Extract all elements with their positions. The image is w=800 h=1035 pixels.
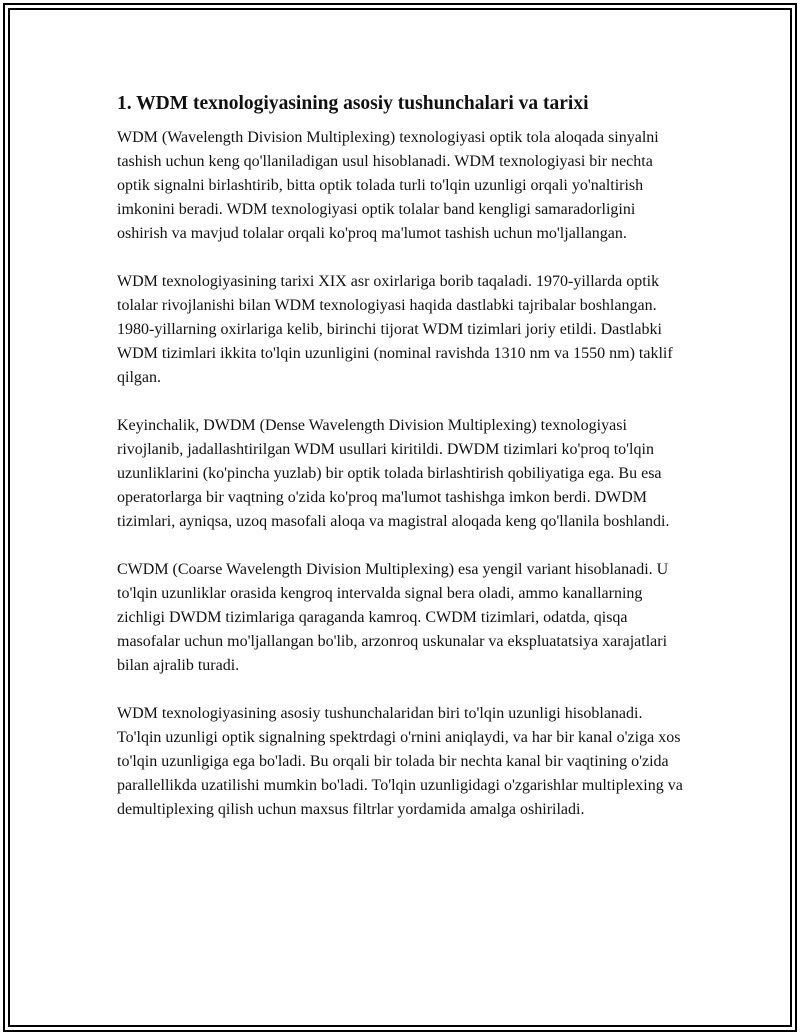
paragraph-2: WDM texnologiyasining tarixi XIX asr oxirlariga borib taqaladi. 1970-yillarda optik tolalar rivojlanishi bilan WDM texnologiyasi haqida dastlabki tajribalar boshlangan. 1980-yillarning oxirlariga kelib, birinchi tijorat WDM tizimlari joriy etildi. Dastlabki WDM tizimlari ikkita to'lqin uzunligini (nominal ravishda 1310 nm va 1550 nm) taklif qilgan. [117,273,673,386]
paragraph-4: CWDM (Coarse Wavelength Division Multiplexing) esa yengil variant hisoblanadi. U to'lqin uzunliklar orasida kengroq intervalda signal bera oladi, ammo kanallarning zichligi DWDM tizimlariga qaraganda kamroq. CWDM tizimlari, odatda, qisqa masofalar uchun mo'ljallangan bo'lib, arzonroq uskunalar va ekspluatatsiya xarajatlari bilan ajralib turadi. [117,561,669,674]
document-content [117,92,687,846]
paragraph-3: Keyinchalik, DWDM (Dense Wavelength Division Multiplexing) texnologiyasi rivojlanib, jadallashtirilgan WDM usullari kiritildi. DWDM tizimlari ko'proq to'lqin uzunliklarini (ko'pincha yuzlab) bir optik tolada birlashtirish qobiliyatiga ega. Bu esa operatorlarga bir vaqtning o'zida ko'proq ma'lumot tashishga imkon berdi. DWDM tizimlari, ayniqsa, uzoq masofali aloqa va magistral aloqada keng qo'llanila boshlandi. [117,417,670,530]
section-heading: 1. WDM texnologiyasining asosiy tushunchalari va tarixi [117,93,589,114]
paragraph-5: WDM texnologiyasining asosiy tushunchalaridan biri to'lqin uzunligi hisoblanadi. To'lqin uzunligi optik signalning spektrdagi o'rnini aniqlaydi, va har bir kanal o'ziga xos to'lqin uzunligiga ega bo'ladi. Bu orqali bir tolada bir nechta kanal bir vaqtining o'zida parallellikda uzatilishi mumkin bo'ladi. To'lqin uzunligidagi o'zgarishlar multiplexing va demultiplexing qilish uchun maxsus filtrlar yordamida amalga oshiriladi. [117,705,683,818]
paragraph-1: WDM (Wavelength Division Multiplexing) texnologiyasi optik tola aloqada sinyalni tashish uchun keng qo'llaniladigan usul hisoblanadi. WDM texnologiyasi bir nechta optik signalni birlashtirib, bitta optik tolada turli to'lqin uzunligi orqali yo'naltirish imkonini beradi. WDM texnologiyasi optik tolalar band kengligi samaradorligini oshirish va mavjud tolalar orqali ko'proq ma'lumot tashish uchun mo'ljallangan. [117,129,659,242]
